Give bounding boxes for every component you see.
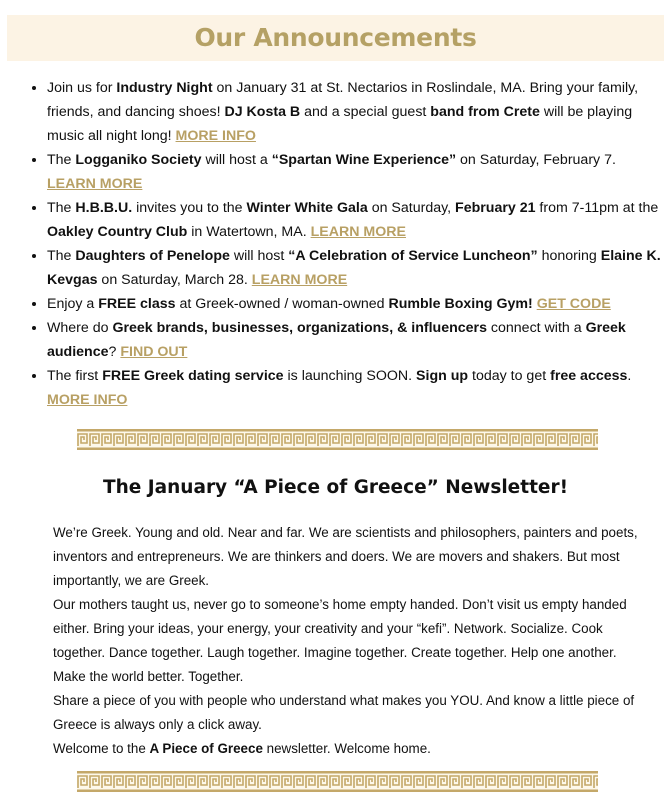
bold-text: A Piece of Greece xyxy=(149,741,263,756)
link-learn-more[interactable]: LEARN MORE xyxy=(310,224,406,240)
text: The xyxy=(47,200,76,216)
announcements-list xyxy=(0,76,667,412)
bold-text: “Spartan Wine Experience” xyxy=(271,152,457,168)
text: today to get xyxy=(468,368,551,384)
bold-text: Daughters of Penelope xyxy=(75,248,230,264)
text: Share a piece of you with people who understand what makes you YOU. And know a little piece of Greece is always only a click away. xyxy=(53,693,635,732)
bold-text: February 21 xyxy=(455,200,536,216)
newsletter-paragraph xyxy=(53,737,653,761)
newsletter-paragraph xyxy=(53,689,653,737)
link-more-info[interactable]: MORE INFO xyxy=(175,128,256,144)
text: on January 31 at St. Nectarios in Roslindale, MA. Bring your family, friends, and dancing shoes! xyxy=(47,80,639,120)
bold-text: Rumble Boxing Gym! xyxy=(388,296,533,312)
text: will host xyxy=(229,248,289,264)
announcement-item xyxy=(47,148,667,196)
bold-text: band from Crete xyxy=(430,104,540,120)
text: ? xyxy=(108,344,121,360)
link-learn-more[interactable]: LEARN MORE xyxy=(251,272,348,288)
bold-text: Industry Night xyxy=(116,80,213,96)
bold-text: H.B.B.U. xyxy=(75,200,133,216)
announcement-item xyxy=(47,244,667,292)
bold-text: Winter White Gala xyxy=(246,200,368,216)
bold-text: free access xyxy=(550,368,628,384)
link-learn-more[interactable]: LEARN MORE xyxy=(47,176,143,192)
text: invites you to the xyxy=(132,200,247,216)
text: will host a xyxy=(201,152,272,168)
text: from 7-11pm at the xyxy=(535,200,659,216)
text: at Greek-owned / woman-owned xyxy=(175,296,389,312)
newsletter-paragraph xyxy=(53,521,653,593)
text: honoring xyxy=(537,248,601,264)
page-title: Our Announcements xyxy=(194,23,477,52)
text: Welcome to the xyxy=(53,741,150,756)
text: The first xyxy=(47,368,103,384)
announcements-header xyxy=(7,15,664,61)
bold-text: Oakley Country Club xyxy=(47,224,188,240)
link-find-out[interactable]: FIND OUT xyxy=(120,344,188,360)
text: . xyxy=(627,368,632,384)
bold-text: Greek brands, businesses, organizations, & influencers xyxy=(112,320,487,336)
link-get-code[interactable]: GET CODE xyxy=(536,296,611,312)
greek-key-divider xyxy=(77,429,598,450)
bold-text: Elaine K. Kevgas xyxy=(47,248,661,288)
greek-key-divider xyxy=(77,771,598,792)
text: and a special guest xyxy=(300,104,431,120)
text: We’re Greek. Young and old. Near and far. We are scientists and philosophers, painters and poets, inventors and entrepreneurs. We are thinkers and doers. We are movers and shakers. But most importantly, we are Greek. xyxy=(53,525,638,588)
text: on Saturday, March 28. xyxy=(97,272,252,288)
text: on Saturday, xyxy=(367,200,456,216)
newsletter-body xyxy=(53,521,653,761)
announcement-item xyxy=(47,76,667,148)
announcement-item xyxy=(47,292,667,316)
text: The xyxy=(47,248,76,264)
bold-text: “A Celebration of Service Luncheon” xyxy=(288,248,538,264)
bold-text: Sign up xyxy=(416,368,469,384)
announcement-item xyxy=(47,316,667,364)
text: Join us for xyxy=(47,80,117,96)
announcement-item xyxy=(47,196,667,244)
text: will be playing music all night long! xyxy=(47,104,633,144)
text: on Saturday, February 7. xyxy=(456,152,616,168)
text: Our mothers taught us, never go to someone’s home empty handed. Don’t visit us empty handed either. Bring your ideas, your energy, your creativity and your “kefi”. Network. Socialize. Cook together. Dance together. Laugh together. Imagine together. Create together. Help one another. Make the world better. Together. xyxy=(53,597,627,684)
newsletter-title: The January “A Piece of Greece” Newsletter! xyxy=(102,477,569,498)
bold-text: Logganiko Society xyxy=(75,152,202,168)
newsletter-paragraph xyxy=(53,593,653,689)
bold-text: Greek audience xyxy=(47,320,626,360)
text: newsletter. Welcome home. xyxy=(262,741,431,756)
link-more-info[interactable]: MORE INFO xyxy=(47,392,128,408)
bold-text: FREE Greek dating service xyxy=(102,368,284,384)
bold-text: DJ Kosta B xyxy=(224,104,301,120)
text: is launching SOON. xyxy=(283,368,417,384)
text: in Watertown, MA. xyxy=(187,224,311,240)
announcement-item xyxy=(47,364,667,412)
text: connect with a xyxy=(486,320,586,336)
bold-text: FREE class xyxy=(98,296,176,312)
text: Enjoy a xyxy=(47,296,99,312)
text: The xyxy=(47,152,76,168)
text: Where do xyxy=(47,320,113,336)
